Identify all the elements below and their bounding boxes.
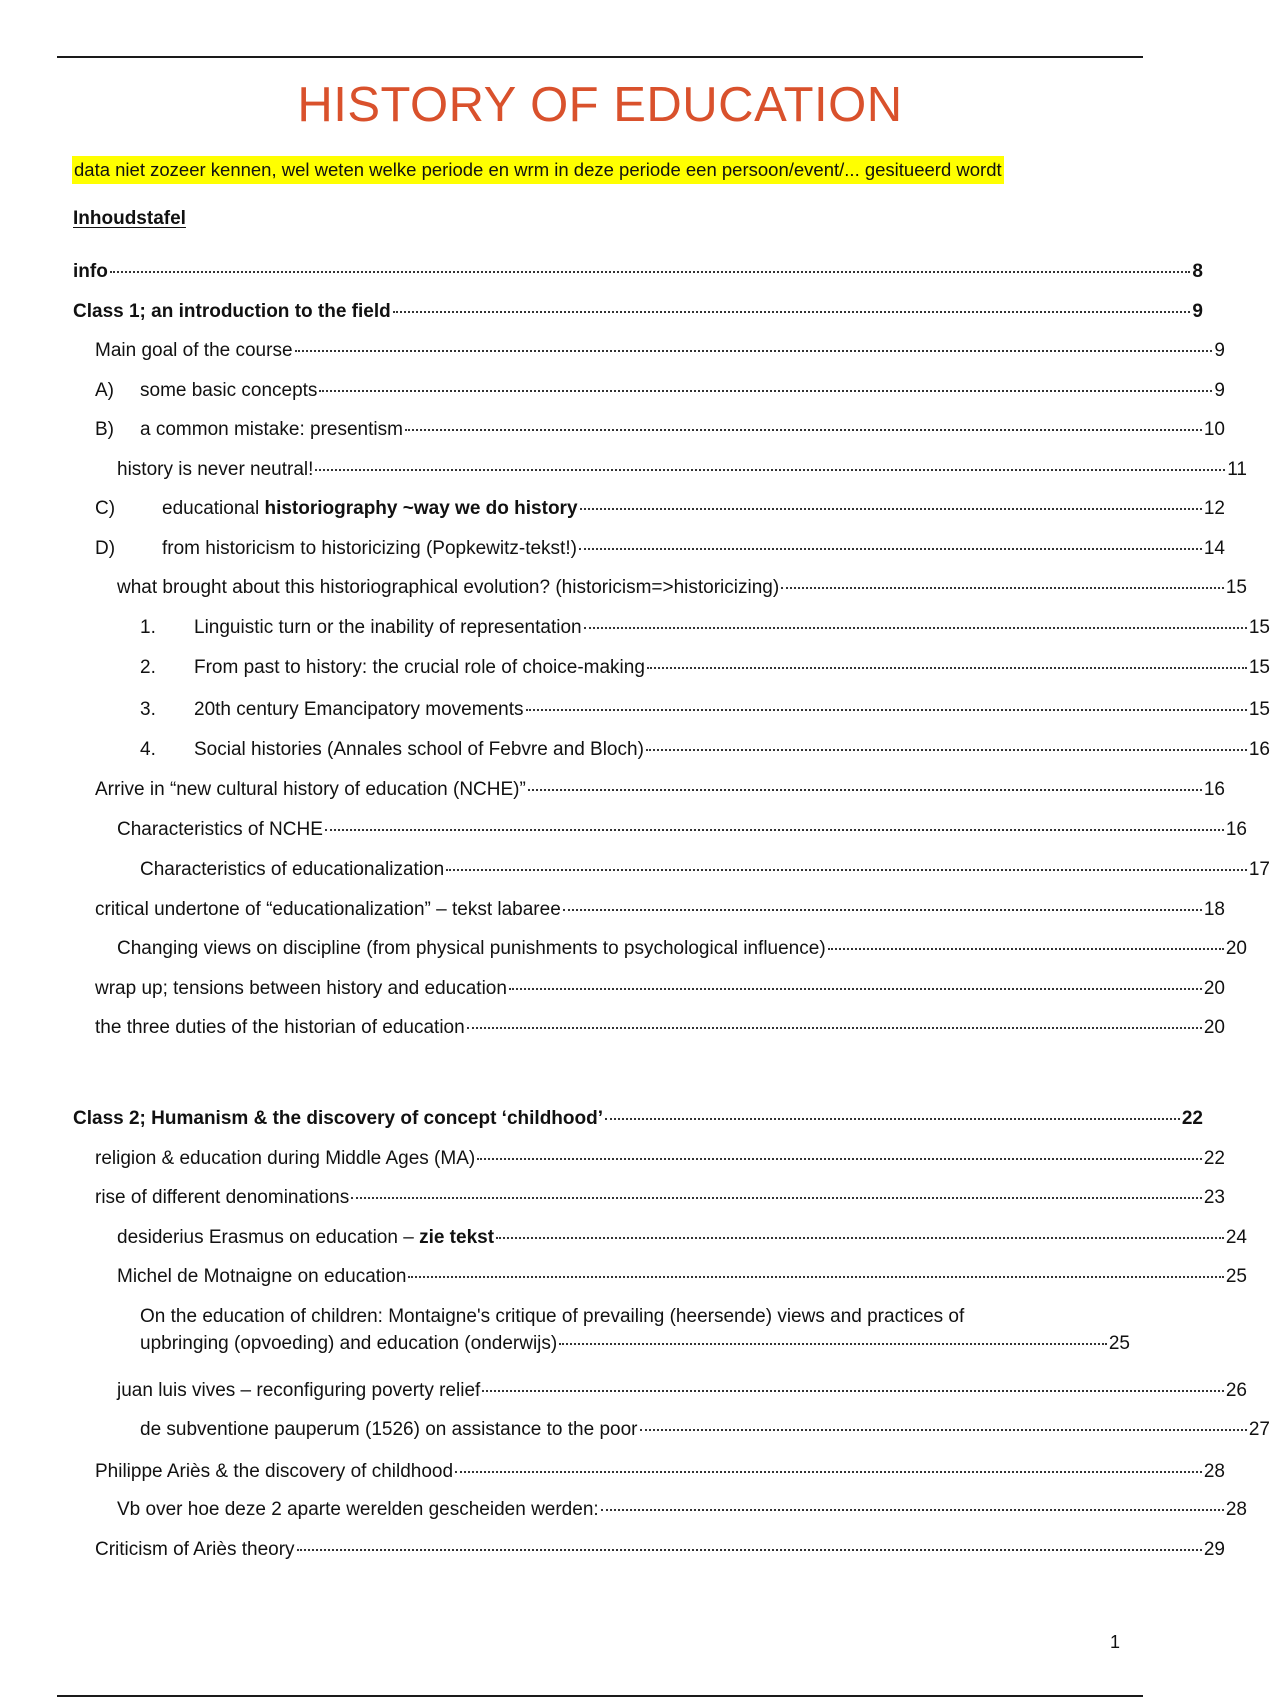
- toc-entry[interactable]: [0, 778, 1225, 802]
- toc-entry[interactable]: [0, 1186, 1225, 1210]
- toc-entry-label: the three duties of the historian of education: [95, 1017, 465, 1038]
- toc-entry[interactable]: [0, 698, 1270, 722]
- toc-entry[interactable]: [0, 1302, 1130, 1356]
- dot-leader: [563, 909, 1202, 911]
- toc-entry[interactable]: [0, 260, 1203, 284]
- toc-entry-label: Class 2; Humanism & the discovery of concept ‘childhood’: [73, 1108, 603, 1129]
- toc-entry-page: 15: [1248, 617, 1270, 638]
- toc-entry[interactable]: [0, 1226, 1247, 1250]
- toc-entry-page: 14: [1203, 538, 1225, 559]
- dot-leader: [559, 1343, 1107, 1345]
- toc-entry[interactable]: [0, 1379, 1247, 1403]
- toc-entry-page: 15: [1225, 577, 1247, 598]
- toc-entry-label: Linguistic turn or the inability of representation: [194, 617, 582, 638]
- toc-entry-label: Philippe Ariès & the discovery of childhood: [95, 1461, 454, 1482]
- toc-entry[interactable]: [0, 497, 1225, 521]
- toc-entry-label: what brought about this historiographical evolution? (historicism=>historicizing): [117, 577, 780, 598]
- toc-entry-page: 29: [1203, 1539, 1225, 1560]
- toc-entry-label: juan luis vives – reconfiguring poverty relief: [117, 1380, 481, 1401]
- toc-entry-label: info: [73, 261, 108, 282]
- toc-entry[interactable]: [0, 616, 1270, 640]
- toc-entry-label: Michel de Motnaigne on education: [117, 1266, 407, 1287]
- toc-entry-page: 11: [1227, 459, 1247, 480]
- dot-leader: [482, 1390, 1224, 1392]
- highlighted-note: data niet zozeer kennen, wel weten welke periode en wrm in deze periode een persoon/event/... gesitueerd wordt: [72, 156, 1004, 184]
- toc-entry-label: Characteristics of educationalization: [140, 859, 445, 880]
- toc-entry[interactable]: [0, 1538, 1225, 1562]
- toc-entry-page: 12: [1203, 498, 1225, 519]
- toc-entry-label-bold: zie tekst: [419, 1227, 495, 1248]
- toc-entry-page: 9: [1214, 380, 1225, 401]
- dot-leader: [295, 350, 1213, 352]
- dot-leader: [315, 469, 1225, 471]
- toc-entry-label: Changing views on discipline (from physical punishments to psychological influence): [117, 938, 826, 959]
- toc-entry[interactable]: [0, 300, 1203, 324]
- dot-leader: [646, 749, 1247, 751]
- toc-entry-page: 15: [1248, 657, 1270, 678]
- dot-leader: [477, 1158, 1202, 1160]
- toc-entry-label: [162, 497, 578, 521]
- toc-entry-label: de subventione pauperum (1526) on assistance to the poor: [140, 1419, 638, 1440]
- toc-entry[interactable]: [0, 1107, 1203, 1131]
- toc-entry-label: From past to history: the crucial role of choice-making: [194, 657, 645, 678]
- toc-entry-number: 2.: [140, 657, 156, 678]
- toc-entry-label: history is never neutral!: [117, 459, 314, 480]
- toc-entry-label: rise of different denominations: [95, 1187, 350, 1208]
- toc-entry[interactable]: [0, 898, 1225, 922]
- toc-entry-page: 16: [1248, 739, 1270, 760]
- toc-entry-page: 22: [1203, 1148, 1225, 1169]
- dot-leader: [579, 548, 1202, 550]
- toc-entry[interactable]: [0, 738, 1270, 762]
- toc-entry-page: 10: [1203, 419, 1225, 440]
- toc-entry-label: Class 1; an introduction to the field: [73, 301, 391, 322]
- toc-entry-number: C): [95, 498, 116, 519]
- dot-leader: [605, 1118, 1180, 1120]
- toc-entry[interactable]: [0, 537, 1225, 561]
- toc-entry-label: 20th century Emancipatory movements: [194, 699, 524, 720]
- dot-leader: [528, 789, 1202, 791]
- toc-entry[interactable]: [0, 1147, 1225, 1171]
- dot-leader: [580, 508, 1202, 510]
- document-title: HISTORY OF EDUCATION: [297, 78, 903, 132]
- toc-entry-page: 22: [1181, 1108, 1203, 1129]
- toc-entry[interactable]: [0, 418, 1225, 442]
- dot-leader: [446, 869, 1247, 871]
- toc-entry-label: from historicism to historicizing (Popkewitz-tekst!): [162, 538, 577, 559]
- toc-entry[interactable]: [0, 379, 1225, 403]
- toc-entry-page: 28: [1225, 1499, 1247, 1520]
- toc-entry-label: Characteristics of NCHE: [117, 819, 323, 840]
- toc-entry-page: 28: [1203, 1461, 1225, 1482]
- dot-leader: [297, 1549, 1202, 1551]
- toc-entry[interactable]: [0, 458, 1247, 482]
- toc-entry[interactable]: [0, 1460, 1225, 1484]
- toc-entry-page: 16: [1203, 779, 1225, 800]
- toc-entry[interactable]: [0, 1265, 1247, 1289]
- toc-entry[interactable]: [0, 576, 1247, 600]
- toc-entry-page: 20: [1203, 1017, 1225, 1038]
- toc-entry-page: 8: [1192, 261, 1203, 282]
- dot-leader: [509, 988, 1202, 990]
- dot-leader: [455, 1471, 1202, 1473]
- dot-leader: [408, 1276, 1223, 1278]
- dot-leader: [325, 829, 1224, 831]
- toc-entry-number: A): [95, 380, 114, 401]
- dot-leader: [526, 709, 1247, 711]
- page-number: 1: [1110, 1632, 1121, 1652]
- toc-entry-label: wrap up; tensions between history and education: [95, 978, 507, 999]
- toc-entry-page: 23: [1203, 1187, 1225, 1208]
- dot-leader: [393, 311, 1191, 313]
- toc-entry[interactable]: [0, 339, 1225, 363]
- toc-entry-page: 20: [1225, 938, 1247, 959]
- toc-entry[interactable]: [0, 858, 1270, 882]
- dot-leader: [647, 667, 1247, 669]
- dot-leader: [351, 1197, 1202, 1199]
- toc-entry-number: D): [95, 538, 116, 559]
- toc-entry-label-line1: On the education of children: Montaigne's critique of prevailing (heersende) views and practices of: [140, 1306, 965, 1327]
- toc-entry-page: 27: [1248, 1419, 1270, 1440]
- dot-leader: [319, 390, 1212, 392]
- top-rule: [57, 56, 1143, 58]
- toc-entry-page: 25: [1108, 1333, 1130, 1354]
- dot-leader: [110, 271, 1191, 273]
- toc-entry-page: 16: [1225, 819, 1247, 840]
- toc-entry-label: Vb over hoe deze 2 aparte werelden gescheiden werden:: [117, 1499, 599, 1520]
- toc-entry-page: 25: [1225, 1266, 1247, 1287]
- toc-entry-number: 1.: [140, 617, 156, 638]
- toc-entry-label: some basic concepts: [140, 380, 318, 401]
- toc-entry-label-bold: historiography ~way we do history: [264, 498, 578, 519]
- dot-leader: [640, 1429, 1247, 1431]
- toc-entry-page: 20: [1203, 978, 1225, 999]
- dot-leader: [467, 1027, 1202, 1029]
- toc-entry[interactable]: [0, 937, 1247, 961]
- toc-heading: Inhoudstafel: [73, 208, 186, 229]
- toc-entry-line2: [0, 1332, 1130, 1356]
- bottom-rule: [57, 1695, 1143, 1697]
- toc-entry-page: 9: [1214, 340, 1225, 361]
- toc-entry-page: 9: [1192, 301, 1203, 322]
- toc-entry-page: 17: [1248, 859, 1270, 880]
- toc-entry-label: a common mistake: presentism: [140, 419, 403, 440]
- toc-entry[interactable]: [0, 656, 1270, 680]
- toc-entry[interactable]: [0, 1016, 1225, 1040]
- toc-entry[interactable]: [0, 818, 1247, 842]
- toc-entry-label: upbringing (opvoeding) and education (onderwijs): [140, 1333, 558, 1354]
- dot-leader: [405, 429, 1202, 431]
- toc-entry-page: 15: [1248, 699, 1270, 720]
- dot-leader: [601, 1509, 1224, 1511]
- dot-leader: [584, 627, 1247, 629]
- dot-leader: [496, 1237, 1224, 1239]
- toc-entry-label: critical undertone of “educationalization” – tekst labaree: [95, 899, 561, 920]
- toc-entry-page: 26: [1225, 1380, 1247, 1401]
- toc-entry[interactable]: [0, 977, 1225, 1001]
- toc-entry-label: [117, 1226, 494, 1250]
- toc-entry-page: 18: [1203, 899, 1225, 920]
- toc-entry[interactable]: [0, 1418, 1270, 1442]
- toc-entry-label: Social histories (Annales school of Febvre and Bloch): [194, 739, 644, 760]
- toc-entry-page: 24: [1225, 1227, 1247, 1248]
- toc-entry-number: B): [95, 419, 114, 440]
- toc-entry-label-plain: desiderius Erasmus on education –: [117, 1227, 420, 1248]
- toc-entry[interactable]: [0, 1498, 1247, 1522]
- toc-entry-number: 3.: [140, 699, 156, 720]
- toc-entry-number: 4.: [140, 739, 156, 760]
- toc-entry-label: Criticism of Ariès theory: [95, 1539, 295, 1560]
- dot-leader: [781, 587, 1224, 589]
- dot-leader: [828, 948, 1224, 950]
- toc-entry-label: religion & education during Middle Ages (MA): [95, 1148, 476, 1169]
- toc-entry-label: Main goal of the course: [95, 340, 293, 361]
- toc-entry-label: Arrive in “new cultural history of education (NCHE)”: [95, 779, 526, 800]
- toc-entry-label-plain: educational: [162, 498, 265, 519]
